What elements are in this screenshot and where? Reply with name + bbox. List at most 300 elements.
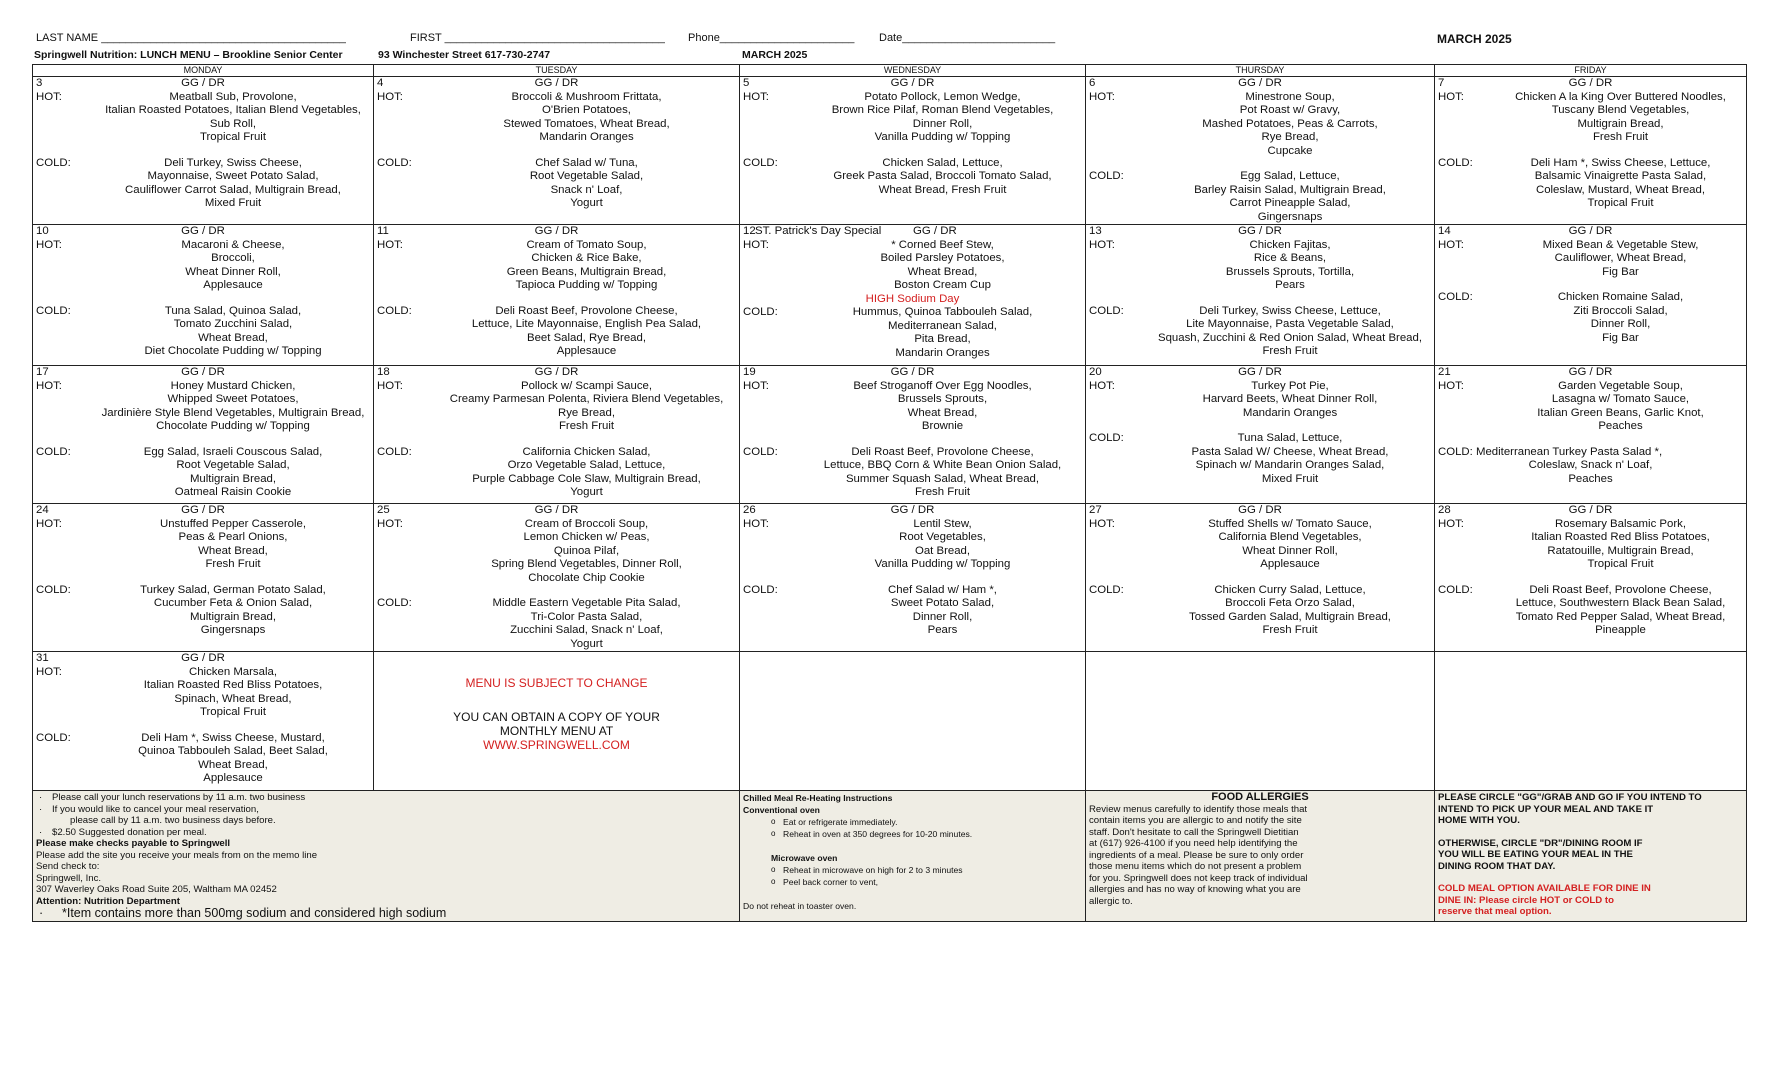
circle-line: DINING ROOM THAT DAY. [1438,860,1556,872]
cold-meal-items [1498,584,1743,638]
cold-meal-items [96,305,370,359]
cold-meal-label: COLD: [36,583,71,596]
hot-meal-items [1498,91,1743,145]
subject-to-change: MENU IS SUBJECT TO CHANGE [465,676,648,690]
menu-item: Chef Salad w/ Tuna, [535,156,638,169]
menu-item: Tuna Salad, Quinoa Salad, [164,304,302,317]
conv-step-2: o Reheat in oven at 350 degrees for 10-20 minutes. [743,828,1082,840]
gg-dr-option[interactable]: GG / DR [890,504,935,516]
hot-meal-label: HOT: [1089,90,1115,103]
menu-item: Tri-Color Pasta Salad, [530,610,643,623]
menu-item: Vanilla Pudding w/ Topping [874,131,1011,143]
menu-item: Honey Mustard Chicken, [170,379,296,392]
menu-item: Gingersnaps [1257,210,1323,223]
menu-item: Fresh Fruit [914,486,971,498]
weekday-wednesday: WEDNESDAY [740,65,1086,77]
menu-item: Chicken Curry Salad, Lettuce, [1214,583,1366,596]
hot-meal-label: HOT: [377,379,403,392]
day-number: 27 [1089,504,1102,516]
menu-item: Lite Mayonnaise, Pasta Vegetable Salad, [1186,318,1394,330]
menu-item: Barley Raisin Salad, Multigrain Bread, [1194,183,1386,196]
menu-item: Multigrain Bread, [189,610,277,623]
cold-meal-block [743,584,1082,638]
menu-item: Chicken & Rice Bake, [531,252,642,264]
day-header [36,366,370,380]
hot-meal-label: HOT: [743,238,769,251]
menu-item: Spring Blend Vegetables, Dinner Roll, [491,558,682,570]
hot-meal-label: HOT: [377,238,403,251]
menu-item: Orzo Vegetable Salad, Lettuce, [507,459,666,471]
gg-dr-option[interactable]: GG / DR [1568,366,1613,378]
weekday-thursday: THURSDAY [1086,65,1435,77]
day-cell-5 [740,77,1086,225]
menu-item: Lettuce, Southwestern Black Bean Salad, [1515,597,1726,609]
day-cell-12 [740,225,1086,366]
cold-meal-items [96,157,370,211]
day-header [1089,225,1431,239]
day-cell-13 [1086,225,1435,366]
cold-meal-block [377,157,736,211]
spacer [1438,572,1743,584]
menu-item: Garden Vegetable Soup, [1558,379,1683,392]
menu-item: Wheat Bread, [198,331,268,344]
day-header [36,225,370,239]
day-cell-6 [1086,77,1435,225]
day-header [743,225,1082,239]
gg-dr-option[interactable]: GG / DR [534,366,579,378]
menu-item: Broccoli, [211,252,255,264]
menu-item: Broccoli & Mushroom Frittata, [511,90,662,103]
menu-item: Rye Bread, [1261,131,1319,143]
cold-meal-items [1149,170,1431,224]
cold-meal-block [743,306,1082,360]
menu-item: Peaches [1598,420,1643,432]
menu-item: Mayonnaise, Sweet Potato Salad, [147,170,319,182]
day-number: 11 [377,225,389,237]
menu-item: Lemon Chicken w/ Peas, [523,531,650,543]
menu-item: Root Vegetable Salad, [529,170,644,182]
circle-line: INTEND TO PICK UP YOUR MEAL AND TAKE IT [1438,803,1654,815]
gg-dr-option[interactable]: GG / DR [1238,366,1282,378]
menu-item: Beef Stroganoff Over Egg Noodles, [853,379,1032,392]
menu-item: Tapioca Pudding w/ Topping [515,279,658,291]
menu-item: Hummus, Quinoa Tabbouleh Salad, [852,306,1033,318]
menu-item: Peas & Pearl Onions, [178,531,288,543]
website-link[interactable]: WWW.SPRINGWELL.COM [483,738,630,752]
day-header [743,504,1082,518]
menu-item: Tuscany Blend Vegetables, [1551,104,1690,116]
menu-item: O'Brien Potatoes, [542,104,631,116]
gg-dr-option[interactable]: GG / DR [534,77,579,89]
cold-meal-block [36,732,370,786]
phone-field[interactable]: Phone______________________ [688,32,855,44]
day-header [36,77,370,91]
menu-item: Fresh Fruit [205,558,261,570]
date-field[interactable]: Date_________________________ [879,32,1056,44]
menu-item: Deli Turkey, Swiss Cheese, [164,156,302,169]
hot-meal-label: HOT: [36,90,62,103]
gg-dr-option[interactable]: GG / DR [1238,504,1282,516]
hot-meal-label: HOT: [1438,90,1464,103]
menu-item: Egg Salad, Lettuce, [1240,170,1340,182]
menu-item: Vanilla Pudding w/ Topping [874,558,1011,570]
spacer [1089,420,1431,432]
menu-item: Potato Pollock, Lemon Wedge, [864,90,1021,103]
spacer [36,720,370,732]
signup-line [36,32,1748,48]
day-cell-4 [374,77,740,225]
cold-option-line: reserve that meal option. [1438,906,1552,917]
menu-item: Italian Green Beans, Garlic Knot, [1537,406,1704,419]
hot-meal-block [743,91,1082,145]
spacer [1089,293,1431,305]
hot-meal-block [36,666,370,720]
hot-meal-label: HOT: [1438,517,1464,530]
menu-item: Yogurt [570,486,603,498]
hot-meal-block [1438,518,1743,572]
menu-item: Chicken Fajitas, [1249,238,1331,251]
gg-dr-option[interactable]: GG / DR [1238,225,1282,237]
menu-item: Turkey Salad, German Potato Salad, [140,583,326,596]
menu-item: Harvard Beets, Wheat Dinner Roll, [1202,393,1378,405]
special-title: ST. Patrick's Day Special [755,225,882,237]
menu-item: Minestrone Soup, [1245,90,1335,103]
menu-item: Purple Cabbage Cole Slaw, Multigrain Bread, [472,472,701,485]
menu-item: Macaroni & Cheese, [181,238,285,251]
cold-meal-label: COLD: [1089,170,1124,182]
hot-meal-block [1438,239,1743,280]
menu-item: Cucumber Feta & Onion Salad, [153,597,313,609]
hot-meal-label: HOT: [377,517,403,530]
hot-meal-label: HOT: [36,517,62,530]
cold-option-line: DINE IN: Please circle HOT or COLD to [1438,894,1614,906]
spacer [377,293,736,305]
menu-item: Quinoa Pilaf, [553,544,620,557]
menu-item: Spinach, Wheat Bread, [174,692,292,705]
hot-meal-items [1149,380,1431,421]
hot-meal-label: HOT: [36,379,62,392]
menu-item: Rosemary Balsamic Pork, [1554,517,1687,530]
menu-item: Italian Roasted Red Bliss Potatoes, [143,679,323,691]
gg-dr-option[interactable]: GG / DR [890,77,935,89]
day-number: 12 [743,225,756,237]
menu-item: Lasagna w/ Tomato Sauce, [1551,393,1690,405]
menu-item: Oatmeal Raisin Cookie [174,486,292,498]
menu-item: Yogurt [570,637,603,650]
cold-meal-label: COLD: [36,304,71,317]
cold-meal-items [437,446,736,500]
menu-item: Lettuce, Lite Mayonnaise, English Pea Salad, [471,318,702,330]
micro-step-2: o Peel back corner to vent, [743,876,1082,888]
cold-meal-label: COLD: [1089,432,1124,444]
day-cell-27 [1086,504,1435,652]
menu-item: Stuffed Shells w/ Tomato Sauce, [1208,517,1372,530]
cold-meal-block [1438,291,1743,345]
menu-item: Wheat Bread, [198,758,268,771]
weekday-monday: MONDAY [33,65,374,77]
day-cell-28 [1435,504,1747,652]
cold-meal-label: COLD: [377,445,412,458]
allergy-line: contain items you are allergic to and notify the site [1089,815,1302,826]
cold-meal-label: COLD: [1089,304,1124,317]
gg-dr-option[interactable]: GG / DR [534,225,579,237]
hot-meal-items [1498,518,1743,572]
menu-item: Summer Squash Salad, Wheat Bread, [845,472,1040,485]
menu-item: Yogurt [570,197,603,209]
hot-meal-items [803,380,1082,434]
gg-dr-option[interactable]: GG / DR [534,504,579,516]
cold-meal-items [1438,459,1743,486]
allergy-line: Review menus carefully to identify those meals that [1089,803,1308,815]
cold-meal-label: COLD: [377,156,412,169]
day-number: 28 [1438,504,1451,516]
menu-item: Peaches [1568,472,1613,485]
hot-meal-block [1438,380,1743,434]
menu-item: Mixed Fruit [204,197,262,209]
menu-item: Chocolate Chip Cookie [528,571,645,584]
menu-item: Chicken Salad, Lettuce, [882,156,1003,169]
day-number: 20 [1089,366,1102,378]
day-number: 31 [36,652,49,664]
last-name-field[interactable]: LAST NAME ________________________________________ [36,32,346,44]
menu-item: Multigrain Bread, [1577,117,1664,130]
cold-meal-label: COLD: [377,304,412,317]
menu-item: Balsamic Vinaigrette Pasta Salad, [1534,170,1707,182]
menu-item: Fig Bar [1602,265,1639,278]
cold-meal-items [437,157,736,211]
hot-meal-label: HOT: [36,665,62,678]
menu-item: Mixed Bean & Vegetable Stew, [1542,238,1699,251]
gg-dr-option[interactable]: GG / DR [181,77,225,89]
hot-meal-items [1149,239,1431,293]
menu-item: Wheat Dinner Roll, [185,265,281,278]
menu-item: Applesauce [1260,558,1320,570]
hot-meal-items [437,91,736,145]
gg-dr-option[interactable]: GG / DR [181,504,225,516]
menu-item: Deli Ham *, Swiss Cheese, Mustard, [141,731,325,744]
hot-meal-block [36,239,370,293]
day-number: 17 [36,366,49,378]
org-address: 307 Waverley Oaks Road Suite 205, Waltham MA 02452 [36,884,277,895]
sodium-footnote: · *Item contains more than 500mg sodium and considered high sodium [36,907,736,920]
menu-item: Chef Salad w/ Ham *, [888,583,997,596]
cold-meal-label: COLD: [1089,583,1124,596]
cold-meal-label: COLD: [1438,291,1473,303]
menu-item: Whipped Sweet Potatoes, [167,393,299,405]
hot-meal-label: HOT: [1438,238,1464,251]
menu-item: Mixed Fruit [1261,472,1319,485]
menu-item: Root Vegetables, [899,531,986,543]
menu-item: Cupcake [1267,144,1313,157]
hot-meal-label: HOT: [743,379,769,392]
gg-dr-option[interactable]: GG / DR [181,652,225,664]
day-number: 24 [36,504,49,516]
cold-meal-items [437,305,736,359]
cold-meal-label: COLD: [1438,156,1473,169]
gg-dr-option[interactable]: GG / DR [1568,504,1613,516]
menu-title-line [34,49,1746,64]
menu-calendar [32,64,1747,922]
menu-item: Pineapple [1595,624,1646,636]
reheat-title: Chilled Meal Re-Heating Instructions [743,793,893,803]
week-row [33,504,1747,652]
menu-item: Unstuffed Pepper Casserole, [159,517,307,530]
cold-meal-label: COLD: [36,156,71,169]
menu-item: Ratatouille, Multigrain Bread, [1547,544,1694,557]
attention-line: Attention: Nutrition Department [36,895,180,907]
day-header [1089,366,1431,380]
circle-line: PLEASE CIRCLE "GG"/GRAB AND GO IF YOU INTEND TO [1438,792,1702,803]
cold-meal-block [1089,170,1431,224]
hot-meal-items [437,380,736,434]
day-header [377,366,736,380]
hot-meal-block [1089,518,1431,572]
hot-meal-block [377,518,736,586]
hot-meal-items [96,380,370,434]
menu-item: Deli Roast Beef, Provolone Cheese, [1529,583,1712,596]
menu-item: Dinner Roll, [912,117,973,130]
gg-dr-option[interactable]: GG / DR [181,366,225,378]
spacer [36,434,370,446]
cold-meal-block [36,584,370,638]
menu-item: Oat Bread, [914,544,971,557]
empty-cell [1086,652,1435,791]
cold-meal-label: COLD: [743,306,778,318]
week-row [33,225,1747,366]
hot-meal-label: HOT: [1089,379,1115,392]
month-sub: MARCH 2025 [742,49,808,61]
day-cell-25 [374,504,740,652]
cold-meal-items [803,157,1082,198]
day-header [377,504,736,518]
menu-item: Spinach w/ Mandarin Oranges Salad, [1195,459,1385,471]
menu-item: Italian Roasted Potatoes, Italian Blend Vegetables, [105,104,361,116]
menu-item: Lentil Stew, [913,517,972,530]
month-label: MARCH 2025 [1437,32,1512,46]
cold-meal-block [1089,432,1431,486]
cold-meal-block [377,597,736,651]
cold-meal-label: COLD: [1438,583,1473,596]
menu-item: Green Beans, Multigrain Bread, [506,265,667,278]
day-number: 3 [36,77,43,89]
day-header [377,225,736,239]
day-header [377,77,736,91]
hot-meal-items [96,239,370,293]
menu-item: Applesauce [203,772,263,784]
org-title: Springwell Nutrition: LUNCH MENU – Brookline Senior Center [34,49,343,61]
menu-item: California Blend Vegetables, [1218,531,1362,543]
menu-item: Cream of Tomato Soup, [526,238,647,251]
hot-meal-items [1149,518,1431,572]
menu-item: Fresh Fruit [1592,131,1649,143]
menu-item: Applesauce [556,345,617,357]
menu-item: Chicken Romaine Salad, [1557,291,1684,303]
gg-dr-option[interactable]: GG / DR [913,225,957,237]
weekday-friday: FRIDAY [1435,65,1747,77]
menu-item: Dinner Roll, [1590,318,1651,330]
menu-item: Creamy Parmesan Polenta, Riviera Blend Vegetables, [449,393,724,405]
day-number: 6 [1089,77,1096,89]
day-cell-14 [1435,225,1747,366]
menu-item: Mediterranean Salad, [888,319,997,332]
menu-item: Brown Rice Pilaf, Roman Blend Vegetables, [831,104,1054,116]
hot-meal-items [96,91,370,145]
menu-item: Tropical Fruit [199,131,267,143]
menu-item: Ziti Broccoli Salad, [1573,304,1668,317]
hot-meal-label: HOT: [743,90,769,103]
menu-item: Broccoli Feta Orzo Salad, [1225,597,1355,609]
first-name-field[interactable]: FIRST ____________________________________ [410,32,665,44]
menu-item: Beet Salad, Rye Bread, [526,331,647,344]
menu-item: Coleslaw, Mustard, Wheat Bread, [1535,183,1706,196]
cold-meal-block [36,446,370,500]
menu-item: Deli Roast Beef, Provolone Cheese, [495,304,678,317]
hot-meal-block [36,380,370,434]
menu-item: Wheat Bread, [198,544,268,557]
food-allergies [1086,791,1435,922]
day-cell-10 [33,225,374,366]
circle-line: YOU WILL BE EATING YOUR MEAL IN THE [1438,849,1633,860]
day-cell-7 [1435,77,1747,225]
cold-meal-items [437,597,736,651]
circle-instructions [1435,791,1747,922]
cancel-detail: please call by 11 a.m. two business days before. [70,815,276,826]
menu-item: Fresh Fruit [1262,624,1318,636]
hot-meal-block [1089,91,1431,159]
menu-item: Tomato Red Pepper Salad, Wheat Bread, [1515,610,1726,623]
day-cell-26 [740,504,1086,652]
hot-meal-items [1149,91,1431,159]
spacer [377,145,736,157]
menu-item: Rye Bread, [558,406,615,419]
hot-meal-label: HOT: [1438,379,1464,392]
menu-item: Tossed Garden Salad, Multigrain Bread, [1189,610,1391,623]
spacer [743,434,1082,446]
conventional-oven: Conventional oven [743,805,820,815]
menu-item: Middle Eastern Vegetable Pita Salad, [492,597,681,609]
menu-item: Tuna Salad, Lettuce, [1237,432,1343,444]
menu-item: Gingersnaps [200,624,266,636]
gg-dr-option[interactable]: GG / DR [1568,225,1613,237]
microwave-oven: Microwave oven [771,853,838,863]
day-cell-11 [374,225,740,366]
gg-dr-option[interactable]: GG / DR [1238,77,1282,89]
cold-meal-block [1089,584,1431,638]
notice-cell [374,652,740,791]
menu-item: * Corned Beef Stew, [891,238,994,251]
cold-meal-items [1149,584,1431,638]
menu-item: Mandarin Oranges [1242,406,1338,419]
day-header [36,652,370,666]
gg-dr-option[interactable]: GG / DR [181,225,225,237]
gg-dr-option[interactable]: GG / DR [890,366,935,378]
spacer [36,572,370,584]
menu-item: Root Vegetable Salad, [176,459,290,471]
cold-meal-items [1498,291,1743,345]
day-number: 25 [377,504,390,516]
hot-meal-block [377,239,736,293]
menu-item: Boston Cream Cup [894,279,991,291]
hot-meal-items [437,239,736,293]
reservation-info [33,791,740,922]
hot-meal-items [803,91,1082,145]
menu-item: Diet Chocolate Pudding w/ Topping [144,345,322,357]
gg-dr-option[interactable]: GG / DR [1568,77,1613,89]
allergy-line: ingredients of a meal. Please be sure to only order [1089,849,1304,861]
cold-meal-label: COLD: [743,583,778,596]
menu-item: Brownie [921,420,964,432]
cold-meal-items [96,446,370,500]
